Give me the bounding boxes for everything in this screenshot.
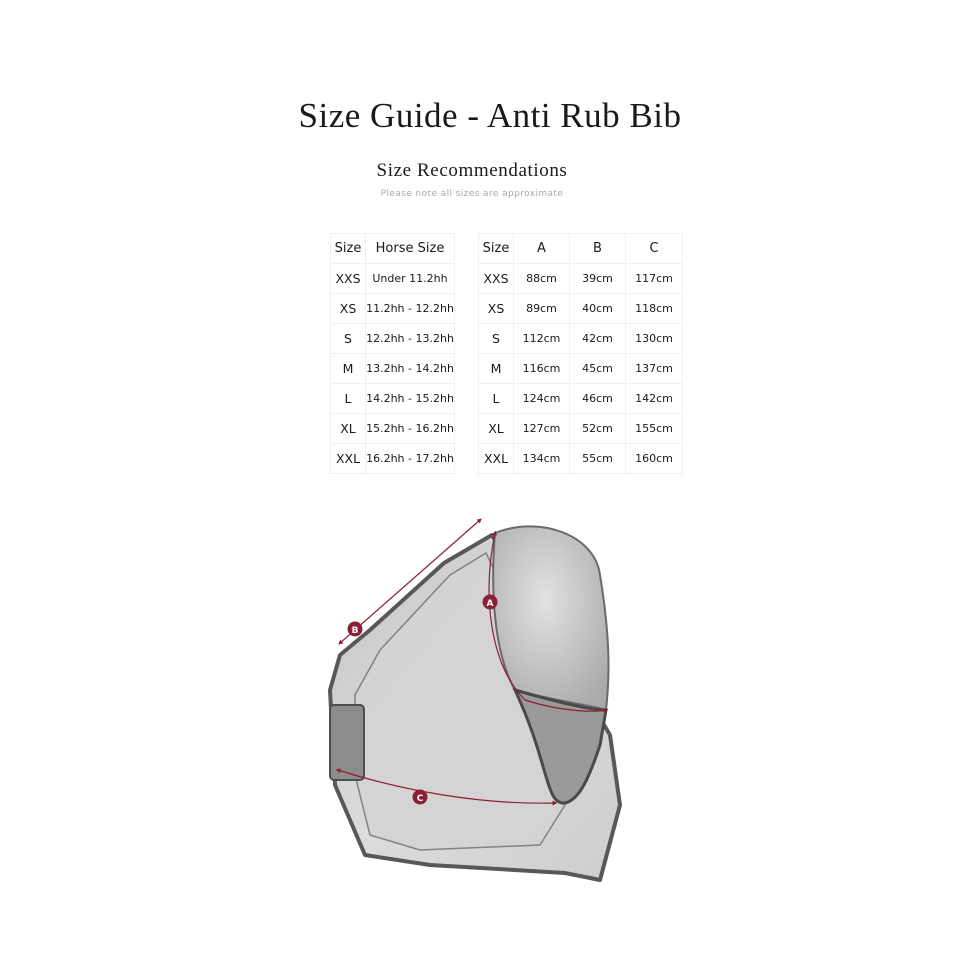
measure-a-cell: 116cm	[514, 354, 570, 384]
column-header: C	[626, 234, 683, 264]
measure-c-cell: 142cm	[626, 384, 683, 414]
table-row	[479, 444, 683, 474]
table-row	[479, 384, 683, 414]
size-cell: XS	[331, 294, 366, 324]
marker-c	[413, 790, 428, 805]
table-row	[331, 324, 455, 354]
table-header-row	[479, 234, 683, 264]
size-cell: XXL	[479, 444, 514, 474]
marker-b	[348, 622, 363, 637]
table-row	[331, 264, 455, 294]
column-header: B	[570, 234, 626, 264]
table-row	[331, 354, 455, 384]
bib-measurement-diagram	[310, 505, 640, 895]
table-row	[331, 444, 455, 474]
measure-c-cell: 117cm	[626, 264, 683, 294]
horse-size-cell: 12.2hh - 13.2hh	[366, 324, 455, 354]
marker-b-label: B	[351, 626, 359, 636]
measure-b-cell: 40cm	[570, 294, 626, 324]
size-cell: M	[479, 354, 514, 384]
marker-a-label: A	[486, 599, 494, 609]
measure-b-cell: 45cm	[570, 354, 626, 384]
column-header: Size	[331, 234, 366, 264]
size-cell: L	[331, 384, 366, 414]
horse-size-cell: Under 11.2hh	[366, 264, 455, 294]
horse-size-cell: 14.2hh - 15.2hh	[366, 384, 455, 414]
size-cell: XXS	[479, 264, 514, 294]
horse-size-cell: 13.2hh - 14.2hh	[366, 354, 455, 384]
size-cell: S	[479, 324, 514, 354]
measure-c-cell: 118cm	[626, 294, 683, 324]
column-header: A	[514, 234, 570, 264]
table-row	[479, 324, 683, 354]
table-row	[479, 264, 683, 294]
approximate-note: Please note all sizes are approximate	[380, 189, 564, 199]
table-header-row	[331, 234, 455, 264]
marker-c-label: C	[416, 794, 424, 804]
measure-a-cell: 134cm	[514, 444, 570, 474]
shoulder-shape	[493, 526, 608, 710]
measure-b-cell: 39cm	[570, 264, 626, 294]
size-cell: L	[479, 384, 514, 414]
table-row	[479, 294, 683, 324]
horse-size-cell: 16.2hh - 17.2hh	[366, 444, 455, 474]
measure-a-cell: 89cm	[514, 294, 570, 324]
measure-a-cell: 88cm	[514, 264, 570, 294]
measure-b-cell: 55cm	[570, 444, 626, 474]
table-row	[331, 294, 455, 324]
measure-a-cell: 124cm	[514, 384, 570, 414]
table-row	[479, 354, 683, 384]
size-cell: XL	[331, 414, 366, 444]
size-cell: XL	[479, 414, 514, 444]
table-row	[479, 414, 683, 444]
measure-c-cell: 155cm	[626, 414, 683, 444]
table-row	[331, 384, 455, 414]
measure-b-cell: 46cm	[570, 384, 626, 414]
marker-a	[483, 595, 498, 610]
size-cell: S	[331, 324, 366, 354]
size-cell: XS	[479, 294, 514, 324]
section-subtitle: Size Recommendations	[376, 160, 568, 181]
horse-size-cell: 11.2hh - 12.2hh	[366, 294, 455, 324]
measure-c-cell: 130cm	[626, 324, 683, 354]
horse-size-cell: 15.2hh - 16.2hh	[366, 414, 455, 444]
measurement-table	[478, 233, 683, 474]
measure-c-cell: 160cm	[626, 444, 683, 474]
measure-a-cell: 127cm	[514, 414, 570, 444]
page-title: Size Guide - Anti Rub Bib	[298, 96, 682, 135]
column-header: Size	[479, 234, 514, 264]
measure-a-cell: 112cm	[514, 324, 570, 354]
size-cell: M	[331, 354, 366, 384]
measure-c-cell: 137cm	[626, 354, 683, 384]
column-header: Horse Size	[366, 234, 455, 264]
velcro-strap	[330, 705, 364, 780]
size-cell: XXL	[331, 444, 366, 474]
measure-b-cell: 52cm	[570, 414, 626, 444]
horse-size-table	[330, 233, 455, 474]
size-cell: XXS	[331, 264, 366, 294]
table-row	[331, 414, 455, 444]
measure-b-cell: 42cm	[570, 324, 626, 354]
